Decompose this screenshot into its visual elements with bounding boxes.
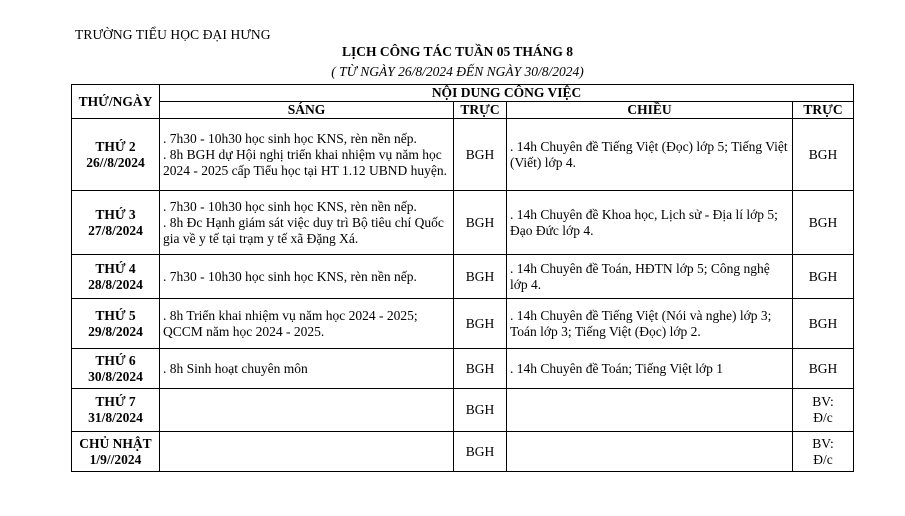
morning-cell [160,119,454,191]
table-row [72,349,854,389]
day-label: THỨ 5 [95,307,136,323]
date-range-subtitle: ( TỪ NGÀY 26/8/2024 ĐẾN NGÀY 30/8/2024) [331,64,584,79]
afternoon-cell [507,255,793,299]
morning-cell [160,191,454,255]
duty-morning-column-header: TRỰC [454,102,507,119]
morning-cell [160,255,454,299]
afternoon-item: . 14h Chuyên đề Toán; Tiếng Việt lớp 1 [510,360,724,376]
duty-afternoon-cell [793,389,854,432]
duty-afternoon-line: Đ/c [813,410,833,425]
morning-item: . 8h Triển khai nhiệm vụ năm học 2024 - 2025; QCCM năm học 2024 - 2025. [163,307,418,339]
duty-morning-cell: BGH [454,432,507,472]
day-label: THỨ 2 [95,138,136,154]
duty-afternoon-line: BV: [812,394,834,409]
morning-item: . 8h BGH dự Hội nghị triển khai nhiệm vụ năm học 2024 - 2025 cấp Tiểu học tại HT 1.12 UBND huyện. [163,146,447,178]
day-cell [72,349,160,389]
duty-afternoon-cell: BGH [793,119,854,191]
afternoon-cell [507,432,793,472]
content-column-header: NỘI DUNG CÔNG VIỆC [160,85,854,102]
day-date: 1/9//2024 [89,451,142,467]
morning-item: . 7h30 - 10h30 học sinh học KNS, rèn nền nếp. [163,268,417,284]
duty-afternoon-cell [793,432,854,472]
day-column-header: THỨ/NGÀY [72,85,160,119]
duty-afternoon-column-header: TRỰC [793,102,854,119]
morning-item: . 7h30 - 10h30 học sinh học KNS, rèn nền nếp. [163,198,417,214]
morning-cell [160,349,454,389]
day-date: 28/8/2024 [88,276,143,292]
morning-cell [160,432,454,472]
duty-morning-cell: BGH [454,299,507,349]
day-label: THỨ 7 [95,394,136,409]
table-row [72,389,854,432]
afternoon-item: . 14h Chuyên đề Khoa học, Lịch sử - Địa lí lớp 5; Đạo Đức lớp 4. [510,206,778,238]
day-date: 26//8/2024 [86,154,145,170]
afternoon-item: . 14h Chuyên đề Toán, HĐTN lớp 5; Công nghệ lớp 4. [510,260,770,292]
afternoon-cell [507,349,793,389]
morning-item: . 8h Sinh hoạt chuyên môn [163,360,308,376]
day-cell [72,255,160,299]
duty-morning-cell: BGH [454,389,507,432]
duty-morning-cell: BGH [454,119,507,191]
day-cell [72,299,160,349]
day-date: 29/8/2024 [88,323,143,339]
table-row [72,299,854,349]
morning-item: . 8h Đc Hạnh giám sát việc duy trì Bộ tiêu chí Quốc gia về y tế tại trạm y tế xã Đặng Xá. [163,214,444,246]
table-row [72,119,854,191]
day-cell [72,389,160,432]
day-date: 31/8/2024 [88,410,143,425]
table-row [72,432,854,472]
day-cell [72,432,160,472]
morning-column-header: SÁNG [160,102,454,119]
day-label: THỨ 6 [95,352,136,368]
afternoon-cell [507,389,793,432]
duty-afternoon-cell: BGH [793,191,854,255]
afternoon-cell [507,191,793,255]
duty-morning-cell: BGH [454,191,507,255]
day-cell [72,191,160,255]
morning-cell [160,389,454,432]
duty-morning-cell: BGH [454,349,507,389]
morning-cell [160,299,454,349]
table-row [72,191,854,255]
day-date: 27/8/2024 [88,222,143,238]
page-title: LỊCH CÔNG TÁC TUẦN 05 THÁNG 8 [341,44,574,59]
duty-afternoon-line: BV: [812,435,834,451]
duty-afternoon-cell: BGH [793,255,854,299]
duty-afternoon-cell: BGH [793,299,854,349]
afternoon-item: . 14h Chuyên đề Tiếng Việt (Đọc) lớp 5; Tiếng Việt (Viết) lớp 4. [510,138,788,170]
day-label: CHỦ NHẬT [79,435,152,451]
morning-item: . 7h30 - 10h30 học sinh học KNS, rèn nền nếp. [163,130,417,146]
day-label: THỨ 3 [95,206,136,222]
afternoon-item: . 14h Chuyên đề Tiếng Việt (Nói và nghe) lớp 3; Toán lớp 3; Tiếng Việt (Đọc) lớp 2. [510,307,772,339]
afternoon-cell [507,119,793,191]
day-label: THỨ 4 [95,260,136,276]
duty-afternoon-cell: BGH [793,349,854,389]
day-date: 30/8/2024 [88,368,143,384]
duty-morning-cell: BGH [454,255,507,299]
day-cell [72,119,160,191]
afternoon-cell [507,299,793,349]
table-row [72,255,854,299]
schedule-table [71,84,854,472]
afternoon-column-header: CHIỀU [507,102,793,119]
duty-afternoon-line: Đ/c [813,451,833,467]
school-name: TRƯỜNG TIỂU HỌC ĐẠI HƯNG [75,27,271,42]
